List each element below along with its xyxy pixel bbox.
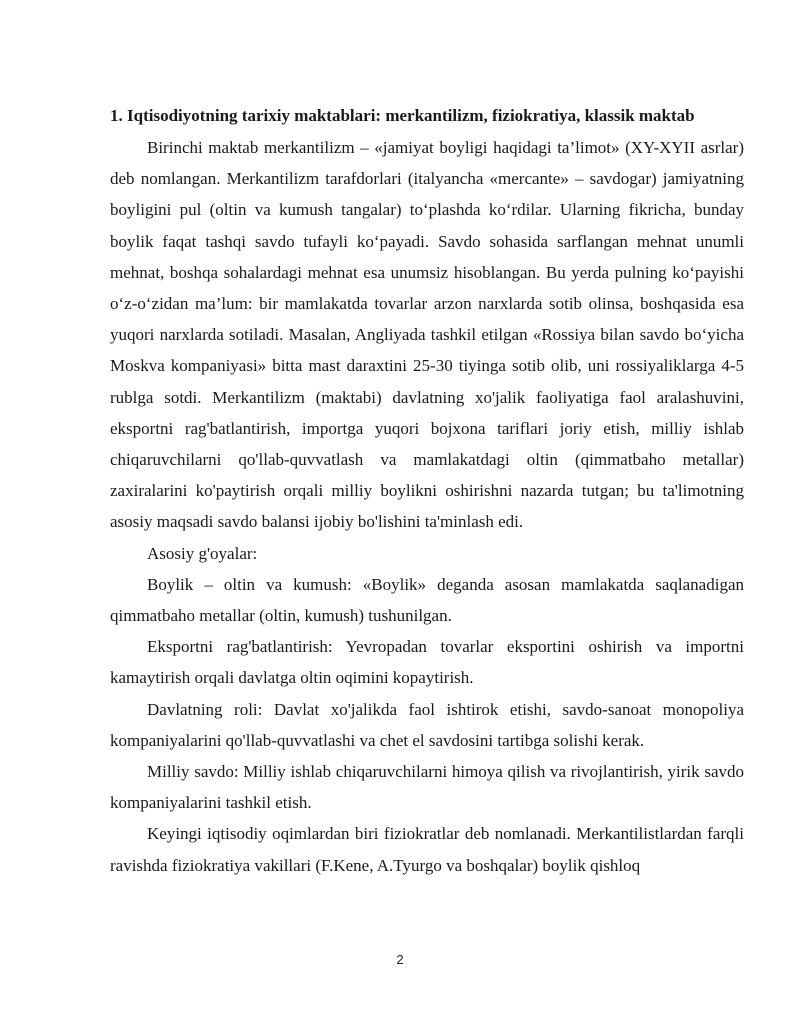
- section-heading: 1. Iqtisodiyotning tarixiy maktablari: merkantilizm, fiziokratiya, klassik maktab: [110, 106, 695, 125]
- paragraph-main-ideas-label: Asosiy g'oyalar:: [147, 543, 258, 563]
- paragraph-physiocrats: Keyingi iqtisodiy oqimlardan biri fiziokratlar deb nomlanadi. Merkantilistlardan farqli ravishda fiziokratiya vakillari (F.Kene, A.Tyurgo va boshqalar) boylik qishloq: [110, 824, 744, 875]
- page-number: 2: [396, 952, 404, 967]
- document-page: [110, 100, 744, 881]
- paragraph-wealth-gold-silver: Boylik – oltin va kumush: «Boylik» deganda asosan mamlakatda saqlanadigan qimmatbaho metallar (oltin, kumush) tushunilgan.: [110, 574, 744, 626]
- paragraph-state-role: Davlatning roli: Davlat xo'jalikda faol ishtirok etishi, savdo-sanoat monopoliya kompaniyalarini qo'llab-quvvatlashi va chet el savdosini tartibga solishi kerak.: [110, 699, 744, 750]
- paragraph-national-trade: Milliy savdo: Milliy ishlab chiqaruvchilarni himoya qilish va rivojlantirish, yirik savdo kompaniyalarini tashkil etish.: [110, 762, 744, 813]
- paragraph-mercantilism-intro: Birinchi maktab merkantilizm – «jamiyat boyligi haqidagi ta’limot» (XY-XYII asrlar) deb nomlangan. Merkantilizm tarafdorlari (italyancha «mercante» – savdogar) jamiyatning boyligini pul (oltin va kumush tangalar) to‘plashda ko‘rdilar. Ularning fikricha, bunday boylik faqat tashqi savdo tufayli ko‘payadi. Savdo sohasida sarflangan mehnat unumli mehnat, boshqa sohalardagi mehnat esa unumsiz hisoblangan. Bu yerda pulning ko‘payishi o‘z-o‘zidan ma’lum: bir mamlakatda tovarlar arzon narxlarda sotib olinsa, boshqasida esa yuqori narxlarda sotiladi. Masalan, Angliyada tashkil etilgan «Rossiya bilan savdo bo‘yicha Moskva kompaniyasi» bitta mast daraxtini 25-30 tiyinga sotib olib, uni rossiyaliklarga 4-5 rublga sotdi. Merkantilizm (maktabi) davlatning xo'jalik faoliyatiga faol aralashuvini, eksportni rag'batlantirish, importga yuqori bojxona tariflari joriy etish, milliy ishlab chiqaruvchilarni qo'llab-quvvatlash va mamlakatdagi oltin (qimmatbaho metallar) zaxiralarini ko'paytirish orqali milliy boylikni oshirishni nazarda tutgan; bu ta'limotning asosiy maqsadi savdo balansi ijobiy bo'lishini ta'minlash edi.: [110, 138, 744, 532]
- paragraph-export-incentive: Eksportni rag'batlantirish: Yevropadan tovarlar eksportini oshirish va importni kamaytirish orqali davlatga oltin oqimini kopaytirish.: [110, 637, 744, 688]
